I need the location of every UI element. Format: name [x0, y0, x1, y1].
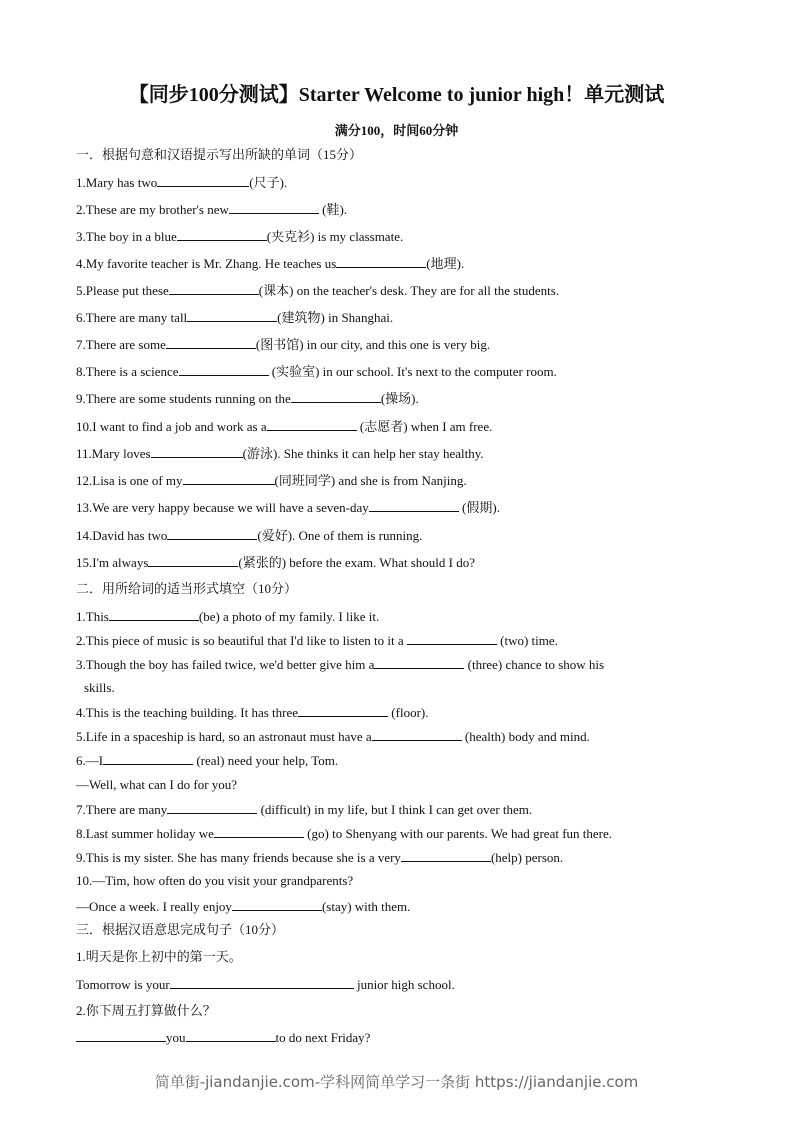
question-1-13: 13.We are very happy because we will have a seven-day (假期).: [76, 500, 500, 515]
answer-blank[interactable]: [187, 309, 277, 322]
answer-blank[interactable]: [369, 499, 459, 512]
question-1-5: 5.Please put these (课本) on the teacher's desk. They are for all the students.: [76, 283, 560, 298]
answer-blank[interactable]: [336, 255, 426, 268]
answer-blank[interactable]: [169, 282, 259, 295]
page-subtitle: 满分100，时间60分钟: [334, 123, 459, 138]
footer-watermark: 简单街-jiandanjie.com-学科网简单学习一条街 https://jiandanjie.com: [154, 1073, 639, 1091]
question-1-8: 8.There is a science (实验室) in our school. It's next to the computer room.: [76, 364, 557, 379]
answer-blank[interactable]: [148, 554, 238, 567]
question-1-10: 10.I want to find a job and work as a (志愿者) when I am free.: [76, 419, 493, 434]
answer-blank[interactable]: [232, 898, 322, 911]
section-heading-1: 一．根据句意和汉语提示写出所缺的单词（15分）: [76, 147, 363, 162]
answer-blank[interactable]: [177, 228, 267, 241]
question-2-5: 5.Life in a spaceship is hard, so an astronaut must have a (health) body and mind.: [76, 729, 590, 744]
question-2-6-reply: —Well, what can I do for you?: [76, 777, 238, 792]
answer-blank[interactable]: [103, 752, 193, 765]
question-2-10: 10.—Tim, how often do you visit your grandparents?: [76, 873, 354, 888]
question-3-2-chinese: 2.你下周五打算做什么？: [76, 1003, 216, 1018]
question-2-1: 1.This (be) a photo of my family. I like it.: [76, 609, 380, 624]
answer-blank[interactable]: [214, 825, 304, 838]
question-2-7: 7.There are many (difficult) in my life, but I think I can get over them.: [76, 802, 533, 817]
answer-blank[interactable]: [167, 801, 257, 814]
section-heading-2: 二．用所给词的适当形式填空（10分）: [76, 581, 298, 596]
question-2-3-continued: skills.: [84, 680, 115, 695]
answer-blank[interactable]: [298, 704, 388, 717]
answer-blank[interactable]: [170, 976, 354, 989]
answer-blank[interactable]: [183, 472, 275, 485]
section-heading-3: 三．根据汉语意思完成句子（10分）: [76, 922, 285, 937]
question-1-4: 4.My favorite teacher is Mr. Zhang. He teaches us (地理).: [76, 256, 465, 271]
question-2-4: 4.This is the teaching building. It has three (floor).: [76, 705, 429, 720]
question-3-1-chinese: 1.明天是你上初中的第一天。: [76, 949, 242, 964]
question-1-11: 11.Mary loves (游泳). She thinks it can help her stay healthy.: [76, 446, 484, 461]
question-1-14: 14.David has two (爱好). One of them is running.: [76, 528, 423, 543]
question-1-12: 12.Lisa is one of my (同班同学) and she is from Nanjing.: [76, 473, 467, 488]
question-1-7: 7.There are some (图书馆) in our city, and this one is very big.: [76, 337, 491, 352]
answer-blank[interactable]: [179, 363, 269, 376]
answer-blank[interactable]: [291, 390, 381, 403]
question-2-10-reply: —Once a week. I really enjoy (stay) with them.: [76, 899, 411, 914]
question-2-8: 8.Last summer holiday we (go) to Shenyang with our parents. We had great fun there.: [76, 826, 613, 841]
question-2-3: 3.Though the boy has failed twice, we'd better give him a (three) chance to show his: [76, 657, 605, 672]
page-title: 【同步100分测试】Starter Welcome to junior high！单元测试: [128, 84, 665, 106]
answer-blank[interactable]: [267, 418, 357, 431]
question-2-2: 2.This piece of music is so beautiful that I'd like to listen to it a (two) time.: [76, 633, 558, 648]
answer-blank[interactable]: [229, 201, 319, 214]
answer-blank[interactable]: [374, 656, 464, 669]
question-1-15: 15.I'm always (紧张的) before the exam. What should I do?: [76, 555, 475, 570]
question-2-6: 6.—I (real) need your help, Tom.: [76, 753, 339, 768]
answer-blank[interactable]: [372, 728, 462, 741]
answer-blank[interactable]: [151, 445, 243, 458]
answer-blank[interactable]: [166, 336, 256, 349]
answer-blank[interactable]: [76, 1029, 166, 1042]
answer-blank[interactable]: [186, 1029, 276, 1042]
question-1-6: 6.There are many tall (建筑物) in Shanghai.: [76, 310, 394, 325]
question-1-2: 2.These are my brother's new (鞋).: [76, 202, 348, 217]
question-1-9: 9.There are some students running on the (操场).: [76, 391, 419, 406]
question-1-1: 1.Mary has two (尺子).: [76, 175, 288, 190]
answer-blank[interactable]: [401, 849, 491, 862]
answer-blank[interactable]: [157, 174, 249, 187]
question-1-3: 3.The boy in a blue (夹克衫) is my classmate.: [76, 229, 404, 244]
question-3-2: you to do next Friday?: [76, 1029, 370, 1046]
answer-blank[interactable]: [167, 527, 257, 540]
question-2-9: 9.This is my sister. She has many friends because she is a very (help) person.: [76, 850, 564, 865]
question-3-1: Tomorrow is your junior high school.: [76, 977, 455, 992]
answer-blank[interactable]: [109, 608, 199, 621]
answer-blank[interactable]: [407, 632, 497, 645]
